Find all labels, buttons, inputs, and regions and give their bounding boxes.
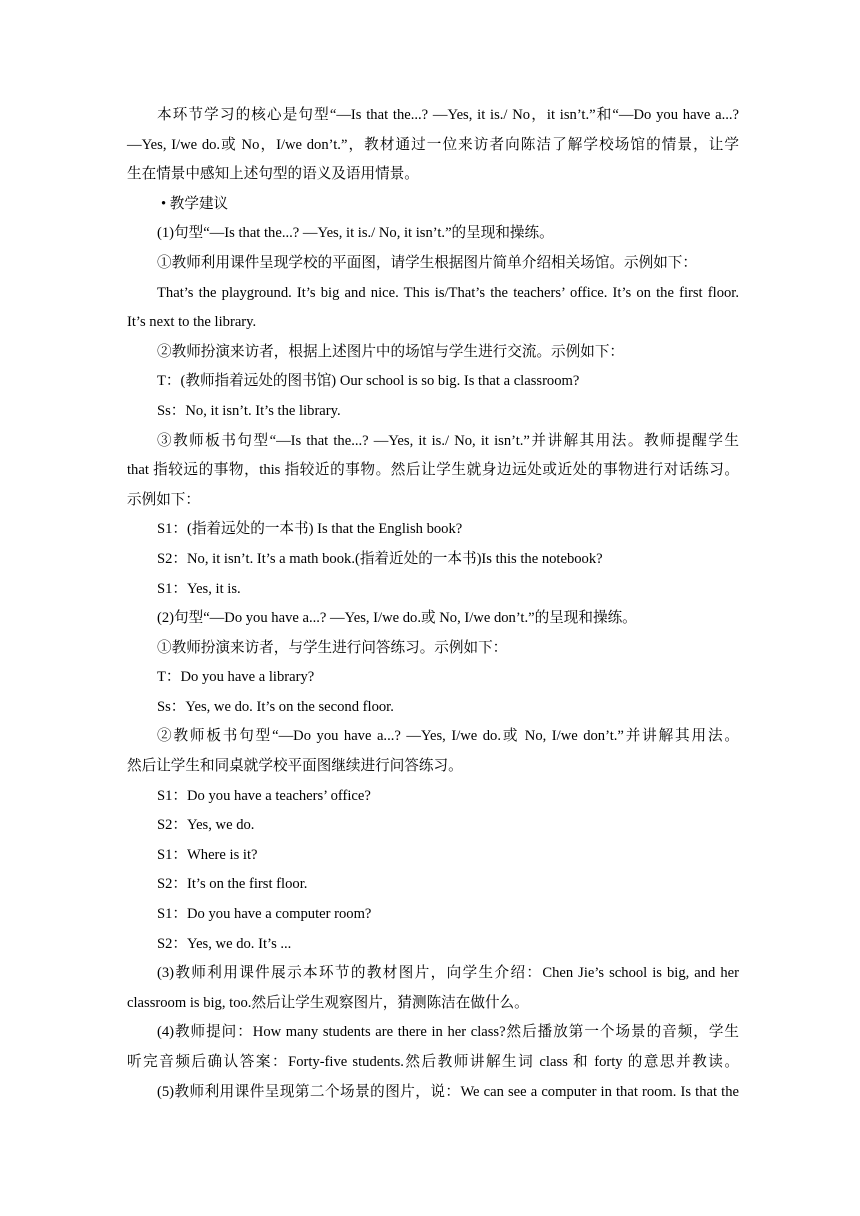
text-line: S2：No, it isn’t. It’s a math book.(指着近处的一本书)Is this the notebook? [157, 550, 603, 567]
text-line: ③教师板书句型“—Is that the...? —Yes, it is./ No, it isn’t.”并讲解其用法。教师提醒学生 [157, 432, 739, 449]
text-line: —Yes, I/we do.或 No，I/we don’t.”，教材通过一位来访者向陈洁了解学校场馆的情景，让学 [127, 136, 739, 153]
section-heading: • 教学建议 [161, 195, 229, 212]
text-line: ②教师扮演来访者，根据上述图片中的场馆与学生进行交流。示例如下： [157, 343, 625, 360]
text-line: 生在情景中感知上述句型的语义及语用情景。 [127, 166, 419, 183]
text-line: T：(教师指着远处的图书馆) Our school is so big. Is that a classroom? [157, 373, 580, 390]
text-line: (2)句型“—Do you have a...? —Yes, I/we do.或 No, I/we don’t.”的呈现和操练。 [157, 610, 637, 627]
text-line: Ss：Yes, we do. It’s on the second floor. [157, 698, 394, 715]
text-line: It’s next to the library. [127, 314, 257, 331]
text-line: classroom is big, too.然后让学生观察图片，猜测陈洁在做什么。 [127, 994, 529, 1011]
text-line: Ss：No, it isn’t. It’s the library. [157, 402, 341, 419]
document-page [127, 101, 739, 1107]
text-line: 本环节学习的核心是句型“—Is that the...? —Yes, it is./ No，it isn’t.”和“—Do you have a...? [157, 107, 739, 123]
text-line: S1：Where is it? [157, 846, 258, 863]
text-line: that 指较远的事物，this 指较近的事物。然后让学生就身边远处或近处的事物进行对话练习。 [127, 462, 739, 479]
text-line: (4)教师提问：How many students are there in her class?然后播放第一个场景的音频，学生 [157, 1024, 739, 1041]
text-line: ②教师板书句型“—Do you have a...? —Yes, I/we do.或 No, I/we don’t.”并讲解其用法。 [157, 728, 739, 745]
text-line: S1：Yes, it is. [157, 580, 241, 597]
text-line: (5)教师利用课件呈现第二个场景的图片，说：We can see a computer in that room. Is that the [157, 1083, 739, 1100]
text-line: That’s the playground. It’s big and nice. This is/That’s the teachers’ office. It’s on the first floor. [157, 284, 739, 301]
text-line: S1：Do you have a teachers’ office? [157, 787, 371, 804]
text-line: 然后让学生和同桌就学校平面图继续进行问答练习。 [127, 758, 463, 775]
text-line: T：Do you have a library? [157, 669, 315, 686]
text-line: (3)教师利用课件展示本环节的教材图片，向学生介绍：Chen Jie’s school is big, and her [157, 965, 739, 982]
text-line: S1：(指着远处的一本书) Is that the English book? [157, 521, 463, 538]
text-line: 听完音频后确认答案：Forty-five students.然后教师讲解生词 class 和 forty 的意思并教读。 [127, 1054, 739, 1070]
text-line: 示例如下： [127, 491, 200, 508]
text-line: S2：It’s on the first floor. [157, 876, 308, 893]
text-line: S1：Do you have a computer room? [157, 906, 372, 923]
text-line: S2：Yes, we do. It’s ... [157, 935, 292, 952]
text-line: (1)句型“—Is that the...? —Yes, it is./ No, it isn’t.”的呈现和操练。 [157, 225, 554, 242]
text-line: S2：Yes, we do. [157, 817, 255, 834]
text-line: ①教师扮演来访者，与学生进行问答练习。示例如下： [157, 639, 508, 656]
text-line: ①教师利用课件呈现学校的平面图，请学生根据图片简单介绍相关场馆。示例如下： [157, 254, 697, 271]
